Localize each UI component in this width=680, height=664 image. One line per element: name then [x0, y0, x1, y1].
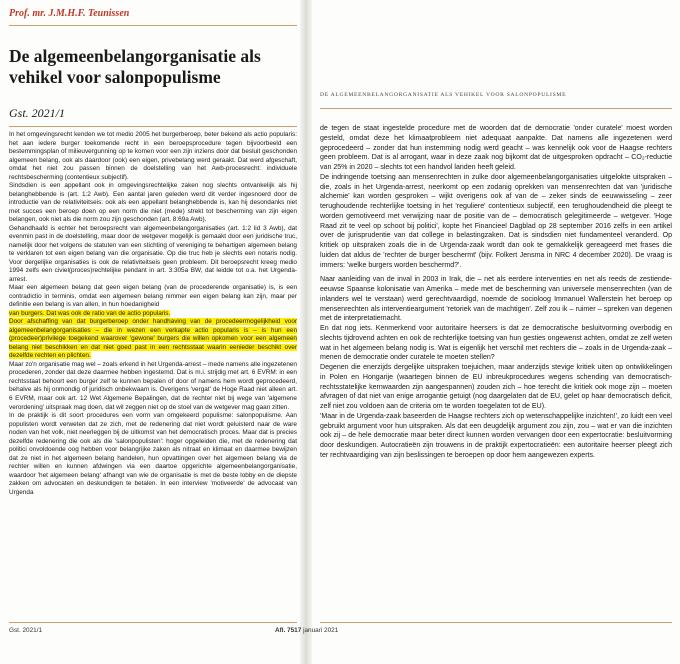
left-paragraph: Sindsdien is een appellant ook in omgevingsrechtelijke zaken nog slechts ontvankelijk als hij belanghebbende is (art. 1:2 Awb). Een aantal jaren geleden werd dit verder ingesnoerd door de introductie van de relativiteitseis: ook als een appellant belanghebbende is, kan hij desondanks niet met succes een beroep doen op een norm die niet (mede) strekt tot bescherming van zijn eigen belangen, ook niet als die norm zou zijn geschonden (art. 8:69a Awb).	[9, 182, 297, 224]
footer-rule-left	[9, 622, 297, 623]
left-column	[9, 131, 297, 497]
right-column	[320, 124, 672, 461]
running-head: DE ALGEMEENBELANGORGANISATIE ALS VEHIKEL VOOR SALONPOPULISME	[320, 92, 567, 98]
right-paragraph: De indringende toetsing aan mensenrechten in zulke door algemeenbelangorganisaties uitgelokte uitspraken – die, zoals in het Urgenda-arrest, neerkomt op een zodanig oprekken van mensenrechten dat van 'juridische alchemie' kan worden gesproken – wijkt overigens ook af van de – zeker sinds de eeuwwisseling – zeer terughoudende rechterlijke toetsing in het 'reguliere' contentieux subjectif, een terughoudendheid die pleegt te worden gemotiveerd met verwijzing naar de positie van de – democratisch gelegitimeerde – wetgever. 'Hoge Raad zit te veel op schoot bij politici', kopte het Financieel Dagblad op 28 september 2016 zelfs in een artikel over de jurisprudentie van dat college in belastingzaken. Dat is sindsdien niet fundamenteel veranderd. Op kritiek op uitspraken zoals die in de Urgenda-zaak wordt dan ook te gemakkelijk gereageerd met frases die luiden dat aldus de 'rechter de burger beschermt' (bijv. Folkert Jensma in NRC 4 december 2020). De vraag is immers: 'welke burgers worden beschermd?'.	[320, 173, 672, 269]
highlighted-paragraph: Door afschaffing van dat burgerberoep onder handhaving van de procedeermogelijkheid voor algemeenbelangorganisaties – die in wezen een verkapte actio popularis is – is hun een (procedeer)privilege toegekend waarover 'gewone' burgers die willen opkomen voor een algemeen belang niet beschikken en dat niet goed past in een rechtsstaat waarin eenieder beschikt over dezelfde rechten en plichten.	[9, 318, 297, 360]
left-paragraph: In het omgevingsrecht kenden we tot medio 2005 het burgerberoep, beter bekend als actio popularis: het aan iedere burger toekomende recht in een beroepsprocedure tegen bijvoorbeeld een bestemmingsplan of milieuvergunning op te komen voor een zijn inziens door dat besluit geschonden algemeen belang, ook als daardoor (ook) een eigen, privebelang werd geraakt. Dat werd afgeschaft, omdat het niet zou passen binnen de doelstelling van het Awb-procesrecht: individuele rechtsbescherming (contentieux subjectif).	[9, 131, 297, 181]
article-citation: Gst. 2021/1	[9, 106, 66, 120]
footer-issue-date: januari 2021	[303, 627, 339, 634]
right-paragraph: En dat nog iets. Kenmerkend voor autoritaire heersers is dat ze democratische besluitvorming overbodig en slechts tijdrovend achten en ook de rechterlijke toetsing van hun gesties ongewenst achten, omdat ze zelf weten wat in het algemeen belang nodig is. Wat is eigenlijk het verschil met rechters die – zoals in de Urgenda-zaak – menen de democratie onder curatele te moeten stellen?	[320, 325, 672, 362]
left-paragraph: Maar zo'n organisatie mag wel – zoals erkend in het Urgenda-arrest – mede namens alle ingezetenen procederen, zonder dat deze daarmee hebben ingestemd. Dat is m.i. strijdig met art. 6 EVRM: in een rechtsstaat behoort een burger zelf te kunnen bepalen of door of namens hem wordt geprocedeerd, behalve als hij onmondig of juridisch onbekwaam is. Overigens 'vergat' de Hoge Raad niet alleen art. 6 EVRM, maar ook art. 12 Wet Algemene Bepalingen, dat de rechter niet bij wege van 'algemene verordening' uitspraak mag doen, dat wil zeggen niet op de stoel van de wetgever mag gaan zitten.	[9, 360, 297, 411]
top-rule	[9, 25, 297, 26]
footer-rule-right	[320, 622, 672, 623]
footer-citation: Gst. 2021/1	[9, 627, 43, 634]
citation-rule	[9, 126, 297, 127]
author-name: Prof. mr. J.M.H.F. Teunissen	[9, 8, 130, 19]
left-paragraph: Maar een algemeen belang dat geen eigen belang (van de procederende organisatie) is, is een contradictio in terminis, omdat een algemeen belang nimmer een eigen belang kan zijn, maar per definitie een belang is van allen, in hun hoedanigheid	[9, 284, 297, 309]
right-paragraph: de tegen de staat ingestelde procedure met de woorden dat de democratie 'onder curatele' moest worden gesteld, omdat deze het klimaatprobleem niet adequaat aanpakte. Dat namens alle ingezetenen werd geprocedeerd – zonder dat hun instemming nodig werd geacht – was kennelijk ook voor de Haagse rechters geen probleem. Dat is al arrogant, waar in deze zaak nog bijkomt dat de uitgesproken opdracht – CO₂-reductie van 25% in 2020 – slechts tot een handvol landen heeft geleid.	[320, 125, 672, 171]
running-head-rule	[320, 108, 672, 109]
page-spine	[300, 0, 312, 664]
right-paragraph: Degenen die enerzijds dergelijke uitspraken toejuichen, maar anderzijds stevige kritiek uiten op ontwikkelingen in Polen en Hongarije (waartegen binnen de EU inbreukprocedures wegens schending van democratisch-rechtsstatelijke kernwaarden zijn aangespannen) zouden zich – hoe terecht die kritiek ook moge zijn – moeten afvragen of dat niet van enige arrogantie getuigt (nog daargelaten dat de EU, gelet op haar democratisch deficit, zelf niet zou voldoen aan de criteria om te worden toegelaten tot de EU).	[320, 364, 672, 410]
highlighted-sentence: van burgers. Dat was ook de ratio van de actio popularis.	[9, 309, 171, 317]
right-paragraph: 'Maar in de Urgenda-zaak baseerden de Haagse rechters zich op wetenschappelijke inzichten!', zo luidt een veel gebruikt argument voor hun uitspraken. Als dat een deugdelijk argument zou zijn, zou – wat er van die inzichten ook zij – de hele democratie maar beter direct kunnen worden vervangen door een expertocratie: besluitvorming door deskundigen. Autocratieën zijn trouwens in de praktijk expertocratieën: een autoritaire heerser pleegt zich ter rechtvaardiging van zijn beslissingen te beroepen op door hem aangewezen experts.	[320, 412, 672, 459]
right-paragraph: Naar aanleiding van de inval in 2003 in Irak, die – net als eerdere interventies en net als reeds de zestiende-eeuwse Spaanse kolonisatie van Amerika – mede met de bescherming van universele mensenrechten (van de inlanders wel te verstaan) werd gerechtvaardigd, noemde de socioloog Immanuel Wallerstein het beroep op mensenrechten als interventieargument 'retoriek van de machtigen'. Zelf zou ik – ruimer – spreken van degenen met de interpretatiemacht.	[320, 276, 672, 323]
footer-issue-label: Afl. 7517	[275, 627, 302, 634]
left-paragraph: In de praktijk is dit soort procedures een vorm van omgekeerd populisme: salonpopulisme. Aan populisten wordt verweten dat ze zich, met de redenering dat niet wordt geluisterd naar de ware noden van het volk, niet neerleggen bij de uitkomst van het democratisch proces. Maar dat is precies dezelfde redenering die ook als die 'salonpopulisten': hoger opgeleiden die, met de redenering dat politici onvoldoende oog hebben voor belangrijke zaken als nitraat en klimaat en daarmee bewijzen dat ze niet in het algemeen belang handelen, hun opvattingen over het algemeen belang via de rechter willen en kunnen afdwingen via een daartoe opgerichte algemeenbelangorganisatie, waardoor 'het algemeen belang' afhangt van wie de organisatie is met de beste lobby en de diepste zakken om advocaten en deskundigen te betalen. In een interview 'motiveerde' de advocaat van Urgenda	[9, 412, 297, 496]
footer-issue	[275, 627, 338, 634]
left-paragraph: Gehandhaafd is echter het beroepsrecht van algemeenbelangorganisaties (art. 1:2 lid 3 Awb), dat evenmin past in de doelstelling, maar door de wetgever mogelijk is gemaakt door een juridische truc, namelijk door het volgens de statuten van een stichting of vereniging te behartigen algemeen belang te verklaren tot een eigen belang van die organisatie. Op die truc heb je slechts een notaris nodig. Voor dergelijke organisaties is ook de relativiteitseis geen probleem. Dit beroepsrecht kreeg medio 1994 zelfs een civiel(proces)rechtelijke pendant in art. 3:305a BW, dat leidde tot o.a. het Urgenda-arrest.	[9, 224, 297, 283]
article-title: De algemeenbelangorganisatie als vehikel voor salonpopulisme	[9, 46, 261, 87]
